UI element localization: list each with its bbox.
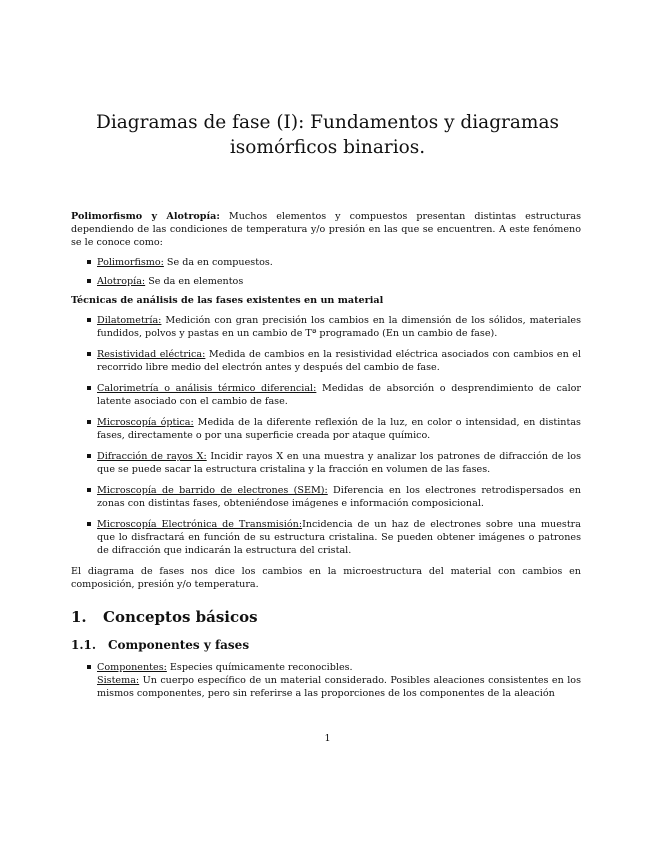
list-item xyxy=(71,256,581,269)
subsection-number: 1.1. xyxy=(71,638,97,652)
section-title: Conceptos básicos xyxy=(103,608,258,626)
item-term: Microscopía óptica: xyxy=(97,417,194,428)
page-title: Diagramas de fase (I): Fundamentos y diagramas isomórficos binarios. xyxy=(96,112,559,158)
item-term: Componentes: xyxy=(97,662,167,673)
bullet-icon xyxy=(87,386,91,390)
section-heading xyxy=(71,607,581,627)
bullet-icon xyxy=(87,454,91,458)
item-term: Sistema: xyxy=(97,675,140,686)
bullet-icon xyxy=(87,279,91,283)
item-term: Resistividad eléctrica: xyxy=(97,349,206,360)
components-list xyxy=(71,661,581,700)
item-term: Dilatometría: xyxy=(97,315,162,326)
item-text: Incidir rayos X en una muestra y analizar los patrones de difracción de los que se puede sacar la estructura cristalina y la fracción en volumen de las fases. xyxy=(97,451,581,475)
item-term: Microscopía de barrido de electrones (SEM): xyxy=(97,485,328,496)
item-text: Especies químicamente reconocibles. xyxy=(166,662,353,673)
section-number: 1. xyxy=(71,608,87,626)
techniques-heading-text: Técnicas de análisis de las fases existentes en un material xyxy=(71,295,384,306)
intro-term: Polimorfismo y Alotropía: xyxy=(71,211,220,222)
subsection-title: Componentes y fases xyxy=(108,638,250,652)
list-item xyxy=(71,275,581,288)
list-item xyxy=(71,518,581,557)
bullet-icon xyxy=(87,488,91,492)
list-item xyxy=(71,314,581,340)
list-item xyxy=(71,348,581,374)
list-item xyxy=(71,484,581,510)
item-text: Diferencia en los electrones retrodispersados en zonas con distintas fases, obteniéndose imágenes e información composicional. xyxy=(97,485,581,509)
bullet-icon xyxy=(87,318,91,322)
intro-text: Muchos elementos y compuestos presentan distintas estructuras dependiendo de las condiciones de temperatura y/o presión en las que se encuentren. A este fenómeno se le conoce como: xyxy=(71,211,581,248)
subsection-heading xyxy=(71,637,581,653)
document-body xyxy=(71,210,581,706)
item-text: Se da en elementos xyxy=(145,276,244,287)
item-text: Medición con gran precisión los cambios en la dimensión de los sólidos, materiales fundidos, polvos y pastas en un cambio de Tª programado (En un cambio de fase). xyxy=(97,315,581,339)
item-term: Calorimetría o análisis térmico diferencial: xyxy=(97,383,317,394)
bullet-icon xyxy=(87,420,91,424)
list-item xyxy=(71,416,581,442)
list-item xyxy=(71,382,581,408)
list-item xyxy=(71,661,581,700)
techniques-list xyxy=(71,314,581,557)
item-text: Un cuerpo específico de un material considerado. Posibles aleaciones consistentes en los mismos componentes, pero sin referirse a las proporciones de los componentes de la aleación xyxy=(97,675,581,699)
bullet-icon xyxy=(87,522,91,526)
bullet-icon xyxy=(87,260,91,264)
page-number: 1 xyxy=(324,733,331,744)
bullet-icon xyxy=(87,352,91,356)
intro-paragraph xyxy=(71,210,581,249)
item-term: Microscopía Electrónica de Transmisión: xyxy=(97,519,303,530)
item-term: Difracción de rayos X: xyxy=(97,451,207,462)
bullet-icon xyxy=(87,665,91,669)
closing-paragraph: El diagrama de fases nos dice los cambios en la microestructura del material con cambios en composición, presión y/o temperatura. xyxy=(71,566,581,590)
item-text: Medida de cambios en la resistividad eléctrica asociados con cambios en el recorrido libre medio del electrón antes y después del cambio de fase. xyxy=(97,349,581,373)
item-term: Polimorfismo: xyxy=(97,257,164,268)
list-item xyxy=(71,450,581,476)
item-text: Se da en compuestos. xyxy=(163,257,273,268)
forms-list xyxy=(71,256,581,288)
item-term: Alotropía: xyxy=(97,276,146,287)
techniques-heading xyxy=(71,294,581,307)
item-text: Medida de la diferente reflexión de la luz, en color o intensidad, en distintas fases, directamente o por una superficie creada por ataque químico. xyxy=(97,417,581,441)
item-text: Incidencia de un haz de electrones sobre una muestra que lo disfractará en función de su estructura cristalina. Se pueden obtener imágenes o patrones de difracción que indicarán la estructura del cristal. xyxy=(97,519,581,556)
item-text: Medidas de absorción o desprendimiento de calor latente asociado con el cambio de fase. xyxy=(97,383,582,407)
